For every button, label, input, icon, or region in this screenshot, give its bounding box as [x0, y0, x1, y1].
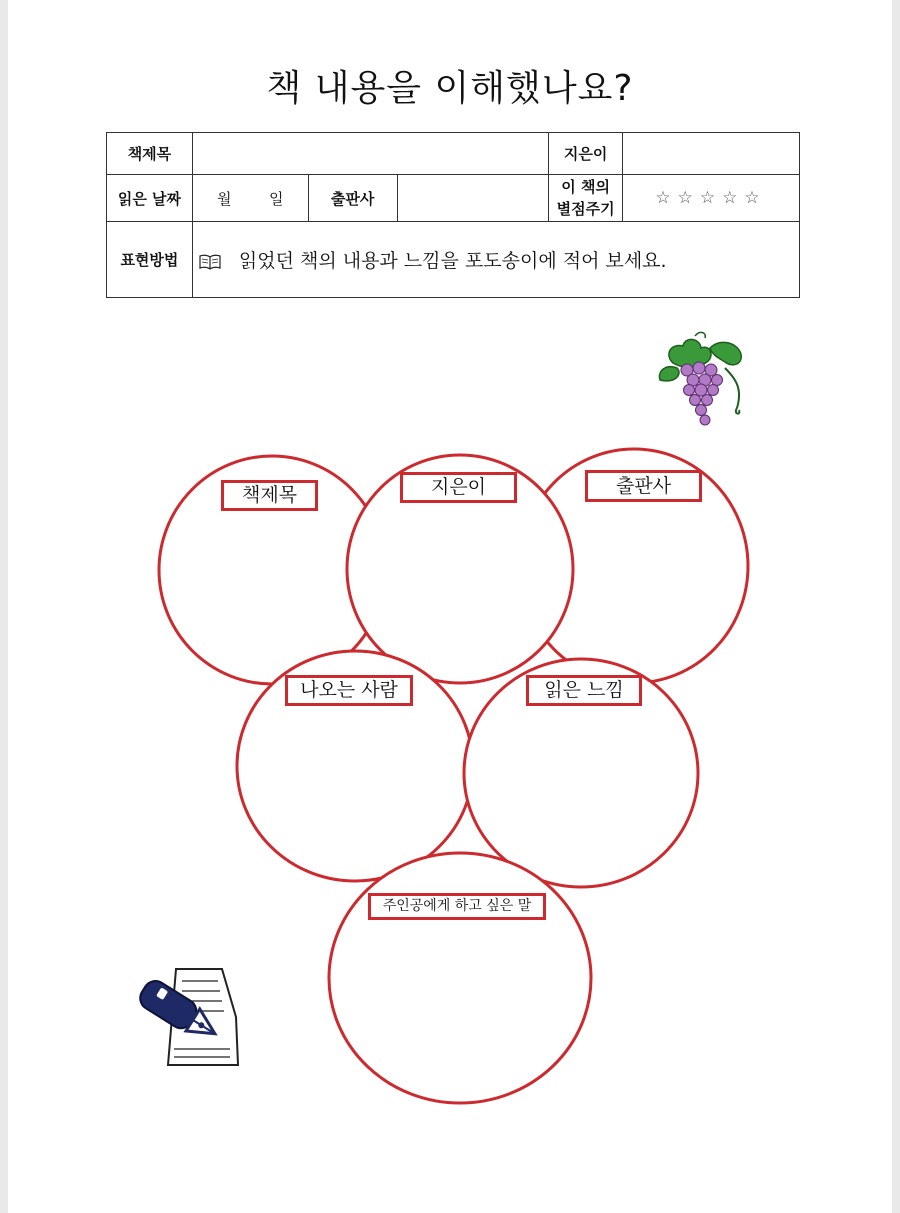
method-text: 읽었던 책의 내용과 느낌을 포도송이에 적어 보세요.: [238, 250, 667, 272]
rating-label-line1: 이 책의: [561, 178, 610, 196]
read-date-label: 읽은 날짜: [107, 175, 193, 222]
rating-label-line2: 별점주기: [556, 200, 615, 218]
grape-circle-message[interactable]: [329, 853, 591, 1103]
grape-label-message: 주인공에게 하고 싶은 말: [368, 893, 546, 920]
grape-label-publisher: 출판사: [585, 470, 702, 502]
pen-paper-icon: [138, 965, 243, 1070]
rating-stars[interactable]: ☆☆☆☆☆: [623, 175, 800, 222]
method-label: 표현방법: [107, 222, 193, 298]
page-title: 책 내용을 이해했나요?: [266, 68, 634, 109]
grape-label-book-title: 책제목: [221, 480, 318, 511]
day-label: 일: [269, 189, 284, 208]
publisher-label: 출판사: [308, 175, 397, 222]
grape-label-impression: 읽은 느낌: [526, 675, 642, 706]
author-label: 지은이: [549, 133, 623, 175]
month-label: 월: [216, 189, 232, 208]
grape-label-characters: 나오는 사람: [285, 675, 413, 706]
grape-label-author: 지은이: [400, 472, 517, 503]
book-title-label: 책제목: [107, 133, 193, 175]
